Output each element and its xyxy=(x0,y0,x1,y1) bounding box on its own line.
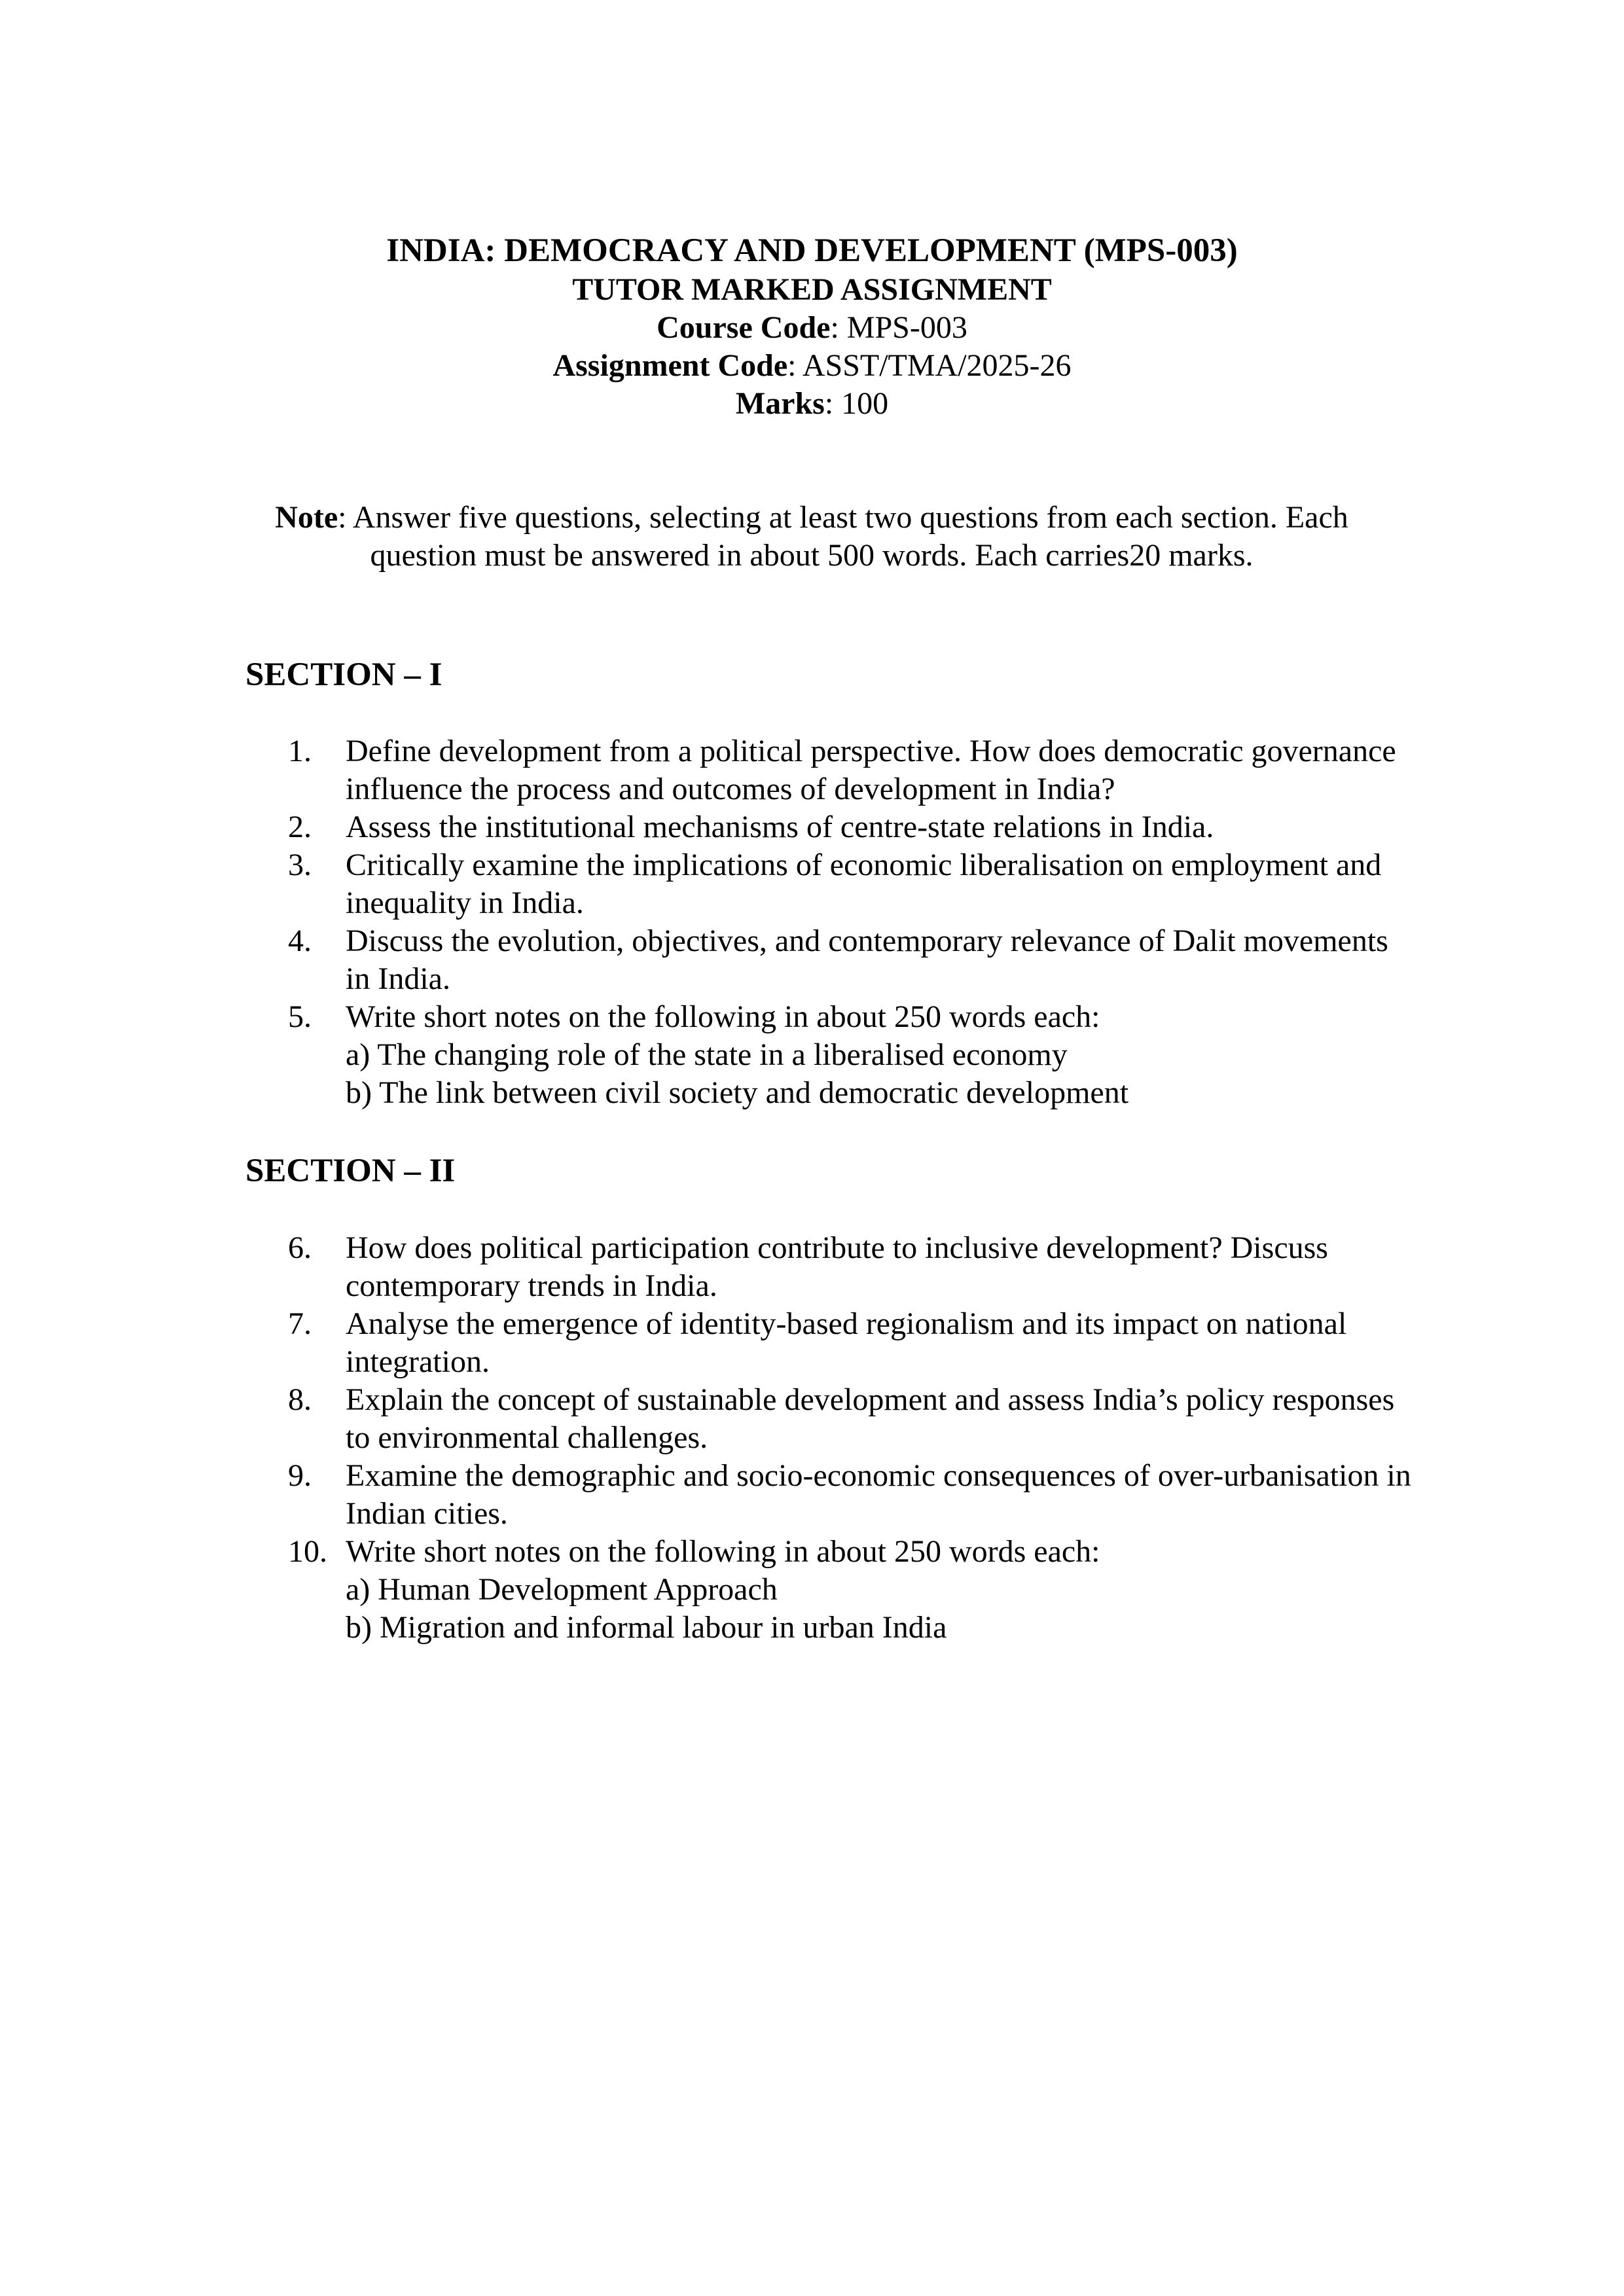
question-5 xyxy=(288,998,1414,1112)
question-6 xyxy=(288,1229,1414,1305)
sub-question-b: b) The link between civil society and democratic development xyxy=(346,1075,1129,1110)
section-2-questions xyxy=(288,1229,1414,1647)
question-text: Write short notes on the following in about 250 words each: xyxy=(346,999,1100,1034)
course-code-line xyxy=(0,309,1624,347)
section-1-heading: SECTION – I xyxy=(245,656,442,693)
question-number: 8. xyxy=(288,1382,312,1417)
question-text: Assess the institutional mechanisms of centre-state relations in India. xyxy=(346,810,1214,844)
question-10 xyxy=(288,1533,1414,1647)
assignment-code-line xyxy=(0,347,1624,385)
marks-line xyxy=(0,385,1624,423)
assignment-type: TUTOR MARKED ASSIGNMENT xyxy=(572,272,1052,307)
question-text: Examine the demographic and socio-economic consequences of over-urbanisation in Indian cities. xyxy=(346,1458,1411,1531)
course-code-label: Course Code xyxy=(657,310,831,345)
question-number: 10. xyxy=(288,1534,327,1569)
section-2-heading: SECTION – II xyxy=(245,1153,456,1189)
note-label: Note xyxy=(275,500,338,535)
question-9 xyxy=(288,1457,1414,1533)
question-text: Analyse the emergence of identity-based regionalism and its impact on national integration. xyxy=(346,1306,1347,1379)
course-title: INDIA: DEMOCRACY AND DEVELOPMENT (MPS-003) xyxy=(386,232,1238,269)
section-1-questions xyxy=(288,732,1414,1112)
marks-label: Marks xyxy=(735,386,825,421)
question-text: Discuss the evolution, objectives, and contemporary relevance of Dalit movements in India. xyxy=(346,924,1388,996)
instructions-note xyxy=(242,499,1381,575)
question-number: 1. xyxy=(288,734,312,768)
question-8 xyxy=(288,1381,1414,1457)
question-text: Critically examine the implications of economic liberalisation on employment and inequality in India. xyxy=(346,848,1382,920)
question-number: 9. xyxy=(288,1458,312,1493)
assignment-code-value: : ASST/TMA/2025-26 xyxy=(787,348,1072,383)
note-text: : Answer five questions, selecting at least two questions from each section. Each question must be answered in about 500 words. Each carries20 marks. xyxy=(338,500,1348,573)
question-number: 6. xyxy=(288,1230,312,1265)
question-7 xyxy=(288,1305,1414,1381)
question-number: 5. xyxy=(288,999,312,1034)
question-text: Define development from a political perspective. How does democratic governance influence the process and outcomes of development in India? xyxy=(346,734,1396,806)
question-number: 3. xyxy=(288,848,312,882)
question-number: 4. xyxy=(288,924,312,958)
question-2 xyxy=(288,808,1414,846)
question-number: 7. xyxy=(288,1306,312,1341)
assignment-header xyxy=(0,230,1624,423)
question-number: 2. xyxy=(288,810,312,844)
question-4 xyxy=(288,922,1414,998)
question-text: Explain the concept of sustainable development and assess India’s policy responses to environmental challenges. xyxy=(346,1382,1395,1455)
marks-value: : 100 xyxy=(824,386,889,421)
question-3 xyxy=(288,846,1414,922)
course-code-value: : MPS-003 xyxy=(830,310,967,345)
question-1 xyxy=(288,732,1414,808)
sub-question-a: a) The changing role of the state in a liberalised economy xyxy=(346,1037,1068,1072)
question-text: How does political participation contribute to inclusive development? Discuss contemporary trends in India. xyxy=(346,1230,1328,1303)
question-text: Write short notes on the following in about 250 words each: xyxy=(346,1534,1100,1569)
sub-question-a: a) Human Development Approach xyxy=(346,1572,778,1607)
sub-question-b: b) Migration and informal labour in urban India xyxy=(346,1610,947,1645)
assignment-code-label: Assignment Code xyxy=(552,348,788,383)
